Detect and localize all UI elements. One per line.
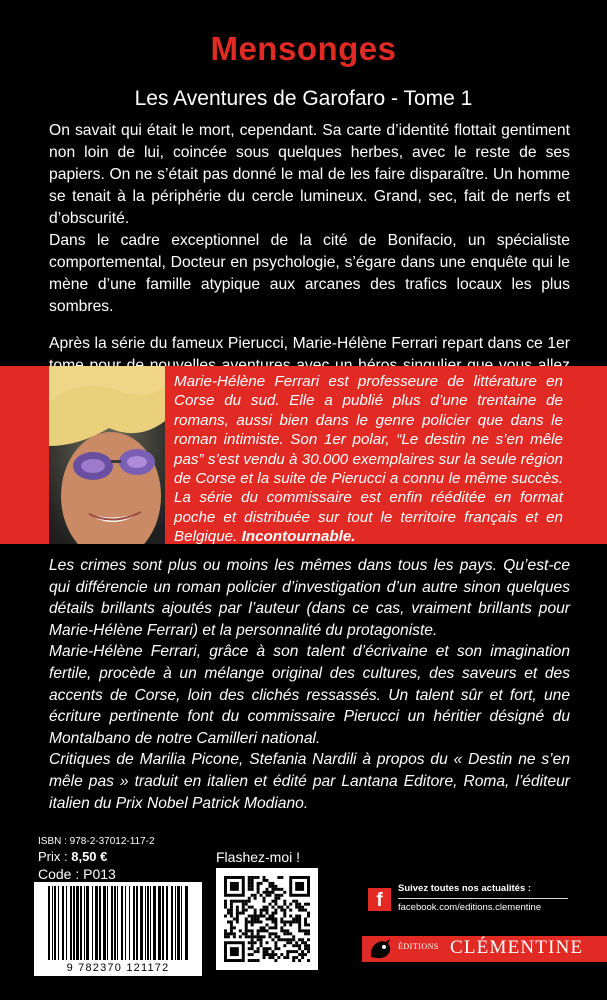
product-code: Code : P013 — [38, 866, 116, 882]
review-block — [49, 555, 570, 814]
qr-code-icon — [224, 876, 310, 962]
author-bio — [174, 372, 563, 547]
barcode-digits: 9 782370 121172 — [66, 962, 170, 974]
barcode — [34, 882, 202, 976]
facebook-icon[interactable]: f — [368, 888, 391, 911]
author-photo — [49, 366, 165, 544]
review-paragraph-1: Les crimes sont plus ou moins les mêmes dans tous les pays. Qu’est-ce qui différencie un roman policier d’investigation d’un autre sinon quelques détails brillants ajoutés par l’auteur (dans ce cas, vraiment brillants pour Marie-Hélène Ferrari) et la personnalité du protagoniste. — [49, 557, 570, 639]
social-url-link[interactable]: facebook.com/editions.clementine — [398, 902, 542, 913]
synopsis-paragraph-2: Dans le cadre exceptionnel de la cité de Bonifacio, un spécialiste comportemental, Docteur en psychologie, s’égare dans une enquête qui le mène d’une famille atypique aux arcanes des trafics locaux les plus sombres. — [49, 232, 570, 315]
price-label: Prix : — [38, 849, 72, 864]
publisher-name: CLÉMENTINE — [450, 937, 584, 958]
price-line — [38, 848, 198, 865]
review-paragraph-3: Critiques de Marilia Picone, Stefania Nardili à propos du « Destin ne s’en mêle pas » traduit en italien et édité par Lantana Editore, Roma, l’éditeur italien du Prix Nobel Patrick Modiano. — [49, 751, 570, 812]
book-title: Mensonges — [210, 30, 397, 67]
qr-code[interactable] — [216, 868, 318, 970]
isbn-text: ISBN : 978-2-37012-117-2 — [38, 836, 155, 847]
synopsis-paragraph-1: On savait qui était le mort, cependant. Sa carte d’identité flottait gentiment non loin de lui, coincée sous quelques herbes, avec le reste de ses papiers. On ne s’était pas donné le mal de les faire disparaître. Un homme se tenait à la périphérie du cercle lumineux. Grand, sec, fait de nerfs et d’obscurité. — [49, 122, 570, 227]
publisher-logo-icon — [368, 937, 394, 961]
book-subtitle: Les Aventures de Garofaro - Tome 1 — [134, 87, 473, 110]
product-info — [38, 835, 198, 883]
barcode-bars — [34, 882, 202, 962]
author-bio-highlight: Incontournable. — [241, 528, 356, 546]
price-value: 8,50 € — [71, 849, 108, 864]
synopsis-paragraph-3: Après la série du fameux Pierucci, Marie-Hélène Ferrari repart dans ce 1er — [49, 335, 570, 352]
social-follow-text: Suivez toutes nos actualités : — [398, 883, 532, 894]
publisher-editions: ÉDITIONS — [398, 942, 439, 951]
synopsis-block — [49, 120, 570, 399]
review-paragraph-2: Marie-Hélène Ferrari, grâce à son talent d’écrivaine et son imagination fertile, procède à un mélange original des cultures, des saveurs et des accents de Corse, loin des clichés ressassés. Un talent sûr et fort, une écriture pertinente font du commissaire Pierucci un héritier désigné du Montalbano de notre Camilleri national. — [49, 643, 570, 747]
qr-label: Flashez-moi ! — [216, 849, 301, 865]
author-bio-text: Marie-Hélène Ferrari est professeure de littérature en Corse du sud. Elle a publié plus d’une trentaine de romans, aussi bien dans le genre policier que dans le roman intimiste. Son 1er polar, “Le destin ne s’en mêle pas” s’est vendu à 30.000 exemplaires sur la seule région de Corse et la suite de Pierucci a connu le même succès. La série du commissaire est enfin rééditée en format poche et distribuée sur tout le territoire français et en Belgique. — [174, 373, 563, 546]
social-divider — [398, 898, 568, 899]
